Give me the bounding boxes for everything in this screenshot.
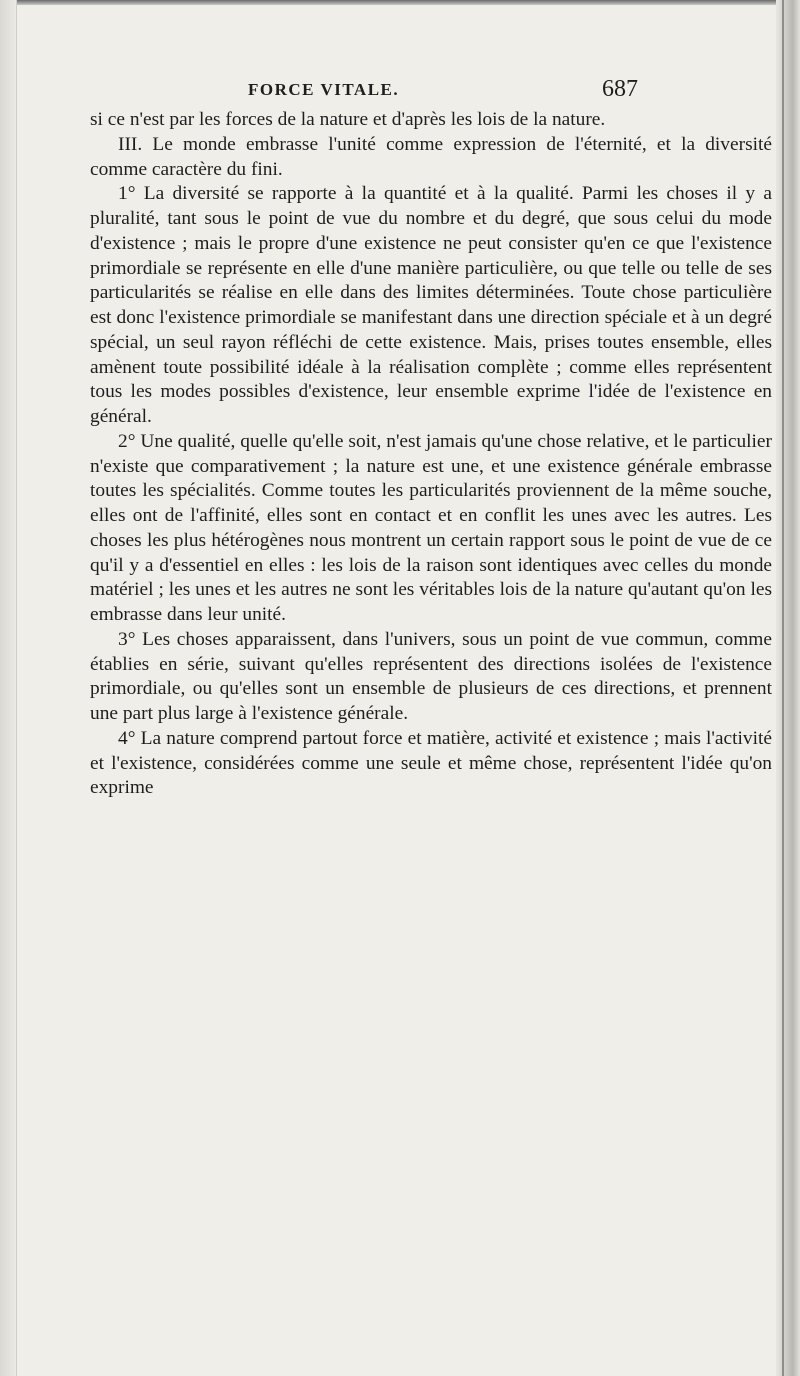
paragraph-point-3: 3° Les choses apparaissent, dans l'univers, sous un point de vue commun, comme établies en série, suivant qu'elles représentent des directions isolées de l'existence primordiale, ou qu'elles sont un ensemble de plusieurs de ces directions, et prennent une part plus large à l'existence générale. [90,628,772,724]
paragraph-continuation: si ce n'est par les forces de la nature et d'après les lois de la nature. [90,109,606,130]
book-page [90,76,772,801]
paragraph-point-4: 4° La nature comprend partout force et matière, activité et existence ; mais l'activité et l'existence, considérées comme une seule et même chose, représentent l'idée qu'on exprime [90,727,772,799]
running-title: FORCE VITALE. [248,80,400,99]
paragraph-point-2: 2° Une qualité, quelle qu'elle soit, n'est jamais qu'une chose relative, et le particulier n'existe que comparativement ; la nature est une, et une existence générale embrasse toutes les spécialités. Comme toutes les particularités proviennent de la même souche, elles ont de l'affinité, elles sont en contact et en conflit les unes avec les autres. Les choses les plus hétérogènes nous montrent un certain rapport sous le point de vue de ce qu'il y a d'essentiel en elles : les lois de la raison sont identiques avec celles du monde matériel ; les unes et les autres ne sont les véritables lois de la nature qu'autant qu'on les embrasse dans leur unité. [90,430,772,625]
page-top-edge [0,0,800,5]
paragraph-section-iii: III. Le monde embrasse l'unité comme expression de l'éternité, et la diversité comme caractère du fini. [90,133,772,180]
page-number: 687 [602,76,638,102]
running-head [90,76,772,106]
page-edge-right [776,0,800,1376]
paragraph-point-1: 1° La diversité se rapporte à la quantité et à la qualité. Parmi les choses il y a pluralité, tant sous le point de vue du nombre et du degré, que sous celui du mode d'existence ; mais le propre d'une existence ne peut consister qu'en ce que l'existence primordiale se représente en elle d'une manière particulière, ou que telle ou telle de ses particularités se réalise en elle dans des limites déterminées. Toute chose particulière est donc l'existence primordiale se manifestant dans une direction spéciale et à un degré spécial, un seul rayon réfléchi de cette existence. Mais, prises toutes ensemble, elles amènent toute possibilité idéale à la réalisation complète ; comme elles représentent tous les modes possibles d'existence, leur ensemble exprime l'idée de l'existence en général. [90,183,772,427]
binding-gutter-left [0,0,17,1376]
body-text [90,108,772,801]
